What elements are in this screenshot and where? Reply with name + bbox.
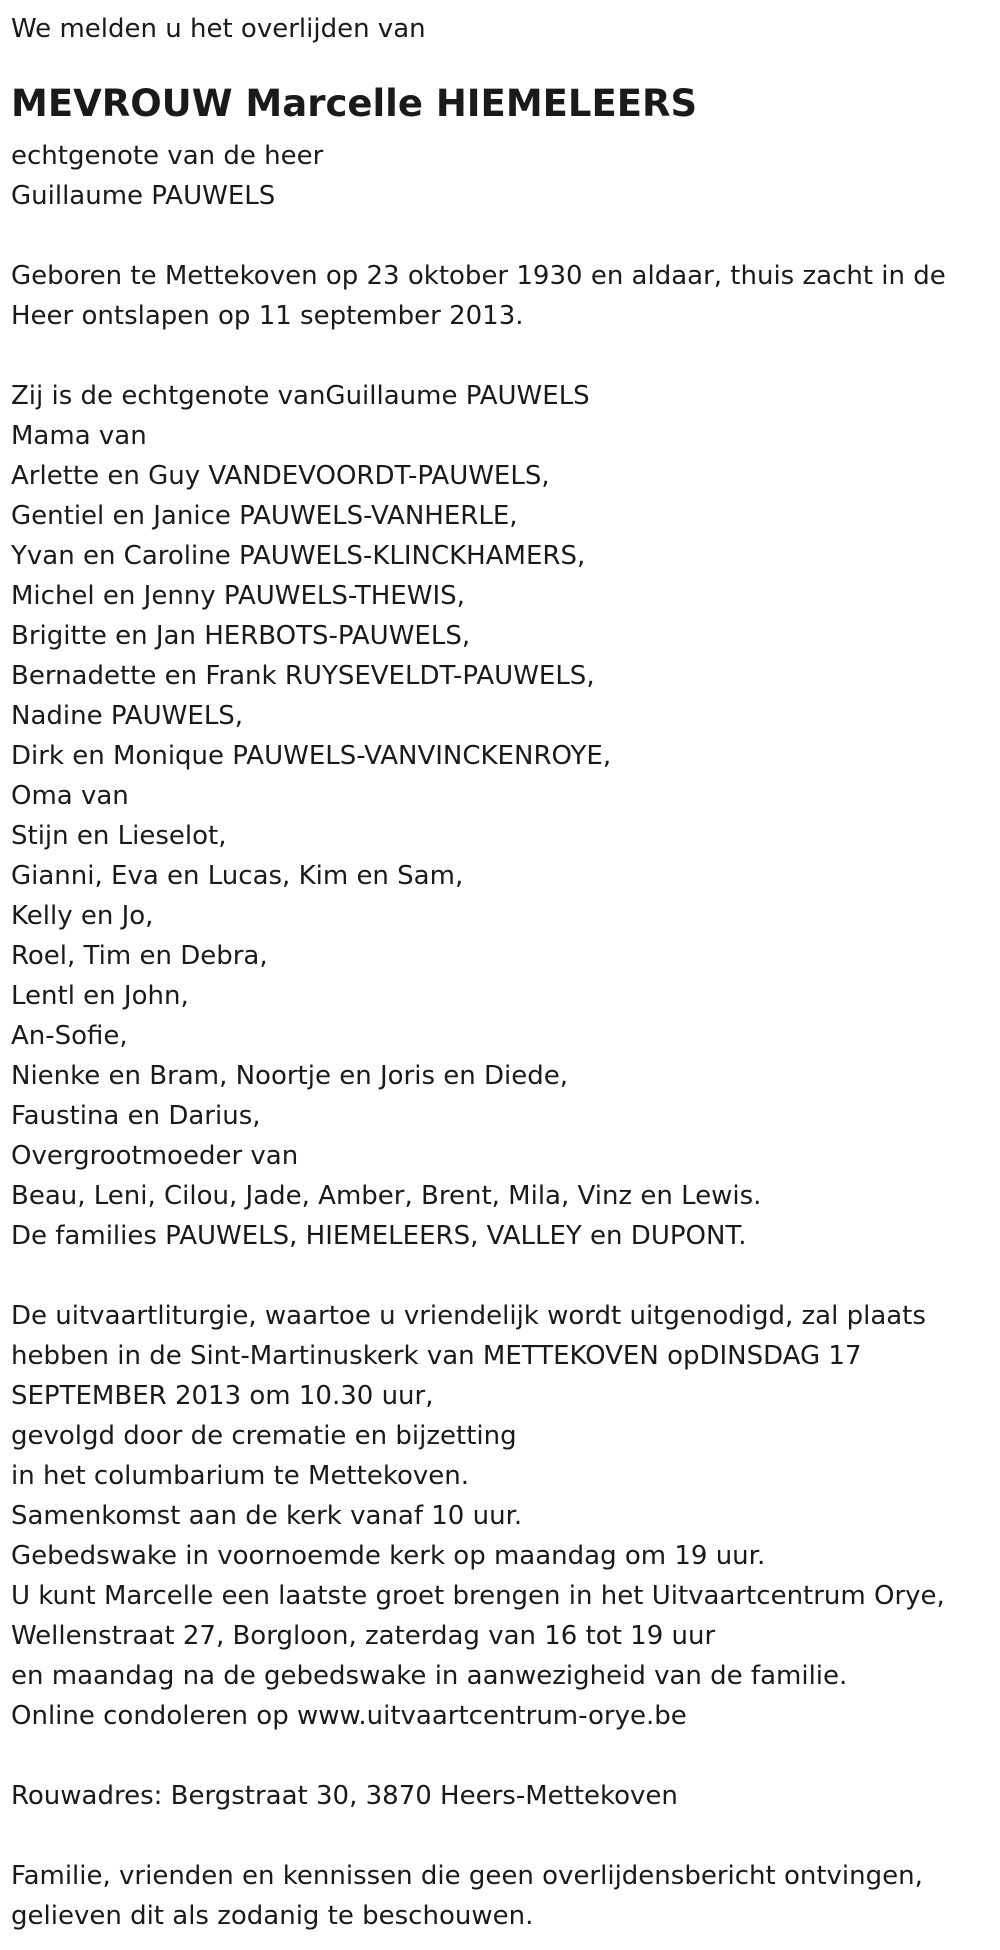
section-gap	[11, 1736, 986, 1776]
family-line: Faustina en Darius,	[11, 1101, 261, 1131]
section-gap	[11, 1816, 986, 1856]
ceremony-line: SEPTEMBER 2013 om 10.30 uur,	[11, 1381, 434, 1411]
family-line: Nienke en Bram, Noortje en Joris en Diede,	[11, 1061, 569, 1091]
family-line: Roel, Tim en Debra,	[11, 941, 268, 971]
intro-text: We melden u het overlijden van	[11, 14, 426, 44]
spouse-label: echtgenote van de heer	[11, 141, 324, 171]
family-line: An-Sofie,	[11, 1021, 128, 1051]
section-gap	[11, 336, 986, 376]
section-gap	[11, 216, 986, 256]
ceremony-section	[11, 1296, 986, 1736]
family-line: Gianni, Eva en Lucas, Kim en Sam,	[11, 861, 464, 891]
family-line: Yvan en Caroline PAUWELS-KLINCKHAMERS,	[11, 541, 586, 571]
ceremony-line: De uitvaartliturgie, waartoe u vriendelijk wordt uitgenodigd, zal plaats	[11, 1301, 926, 1331]
mourning-address: Rouwadres: Bergstraat 30, 3870 Heers-Mettekoven	[11, 1781, 678, 1811]
ceremony-line: gevolgd door de crematie en bijzetting	[11, 1421, 517, 1451]
family-line: Dirk en Monique PAUWELS-VANVINCKENROYE,	[11, 741, 612, 771]
family-line: Lentl en John,	[11, 981, 189, 1011]
family-line: Brigitte en Jan HERBOTS-PAUWELS,	[11, 621, 471, 651]
ceremony-line: Wellenstraat 27, Borgloon, zaterdag van 16 tot 19 uur	[11, 1621, 716, 1651]
birth-line: Geboren te Mettekoven op 23 oktober 1930 en aldaar, thuis zacht in de	[11, 261, 946, 291]
ceremony-line: en maandag na de gebedswake in aanwezigheid van de familie.	[11, 1661, 848, 1691]
birth-line: Heer ontslapen op 11 september 2013.	[11, 301, 524, 331]
ceremony-line: in het columbarium te Mettekoven.	[11, 1461, 469, 1491]
condolence-website: Online condoleren op www.uitvaartcentrum-orye.be	[11, 1701, 687, 1731]
family-line: Zij is de echtgenote vanGuillaume PAUWELS	[11, 381, 590, 411]
ceremony-line: hebben in de Sint-Martinuskerk van METTEKOVEN opDINSDAG 17	[11, 1341, 862, 1371]
family-line: Mama van	[11, 421, 147, 451]
ceremony-line: U kunt Marcelle een laatste groet brengen in het Uitvaartcentrum Orye,	[11, 1581, 945, 1611]
closing-line: Familie, vrienden en kennissen die geen overlijdensbericht ontvingen,	[11, 1861, 923, 1891]
family-line: Overgrootmoeder van	[11, 1141, 299, 1171]
family-line: Michel en Jenny PAUWELS-THEWIS,	[11, 581, 465, 611]
family-line: De families PAUWELS, HIEMELEERS, VALLEY en DUPONT.	[11, 1221, 747, 1251]
family-line: Oma van	[11, 781, 129, 811]
ceremony-line: Samenkomst aan de kerk vanaf 10 uur.	[11, 1501, 523, 1531]
closing-line: gelieven dit als zodanig te beschouwen.	[11, 1901, 534, 1931]
family-line: Nadine PAUWELS,	[11, 701, 244, 731]
family-line: Gentiel en Janice PAUWELS-VANHERLE,	[11, 501, 518, 531]
family-line: Bernadette en Frank RUYSEVELDT-PAUWELS,	[11, 661, 595, 691]
section-gap	[11, 1256, 986, 1296]
deceased-name: MEVROUW Marcelle HIEMELEERS	[11, 82, 698, 125]
family-line: Stijn en Lieselot,	[11, 821, 227, 851]
family-line: Kelly en Jo,	[11, 901, 154, 931]
family-section	[11, 376, 986, 1256]
family-line: Beau, Leni, Cilou, Jade, Amber, Brent, Mila, Vinz en Lewis.	[11, 1181, 762, 1211]
closing-section	[11, 1856, 986, 1936]
ceremony-line: Gebedswake in voornoemde kerk op maandag om 19 uur.	[11, 1541, 766, 1571]
spouse-name: Guillaume PAUWELS	[11, 181, 276, 211]
family-line: Arlette en Guy VANDEVOORDT-PAUWELS,	[11, 461, 550, 491]
birth-section	[11, 256, 986, 336]
